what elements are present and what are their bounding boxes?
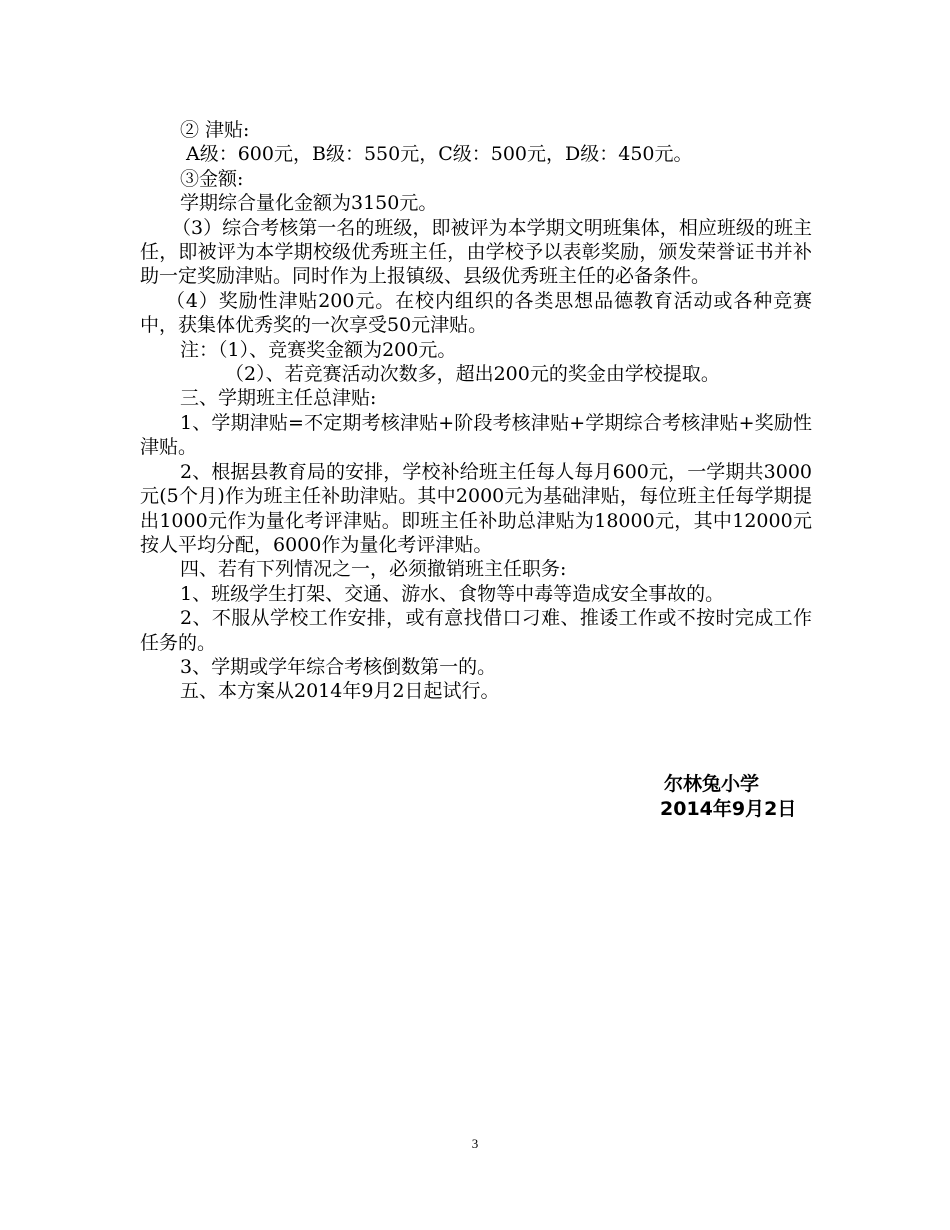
paragraph-section-3-item-1: 1、学期津贴=不定期考核津贴+阶段考核津贴+学期综合考核津贴+奖励性津贴。: [140, 411, 812, 459]
paragraph-item-4: （4）奖励性津贴200元。在校内组织的各类思想品德教育活动或各种竞赛中，获集体优秀奖的一次享受50元津贴。: [140, 289, 812, 337]
page-number: 3: [471, 1136, 479, 1151]
section-heading-4: 四、若有下列情况之一，必须撤销班主任职务:: [180, 558, 567, 581]
section-heading-5: 五、本方案从2014年9月2日起试行。: [180, 680, 500, 703]
paragraph-item-3: （3）综合考核第一名的班级，即被评为本学期文明班集体，相应班级的班主任，即被评为本学期校级优秀班主任，由学校予以表彰奖励，颁发荣誉证书并补助一定奖励津贴。同时作为上报镇级、县级优秀班主任的必备条件。: [140, 216, 812, 288]
paragraph-allowance-levels: A级：600元，B级：550元，C级：500元，D级：450元。: [186, 143, 693, 166]
paragraph-allowance-heading: ② 津贴:: [180, 119, 250, 141]
paragraph-amount-value: 学期综合量化金额为3150元。: [180, 192, 438, 215]
paragraph-note-2: （2）、若竞赛活动次数多，超出200元的奖金由学校提取。: [225, 363, 720, 386]
paragraph-section-4-item-2: 2、不服从学校工作安排，或有意找借口刁难、推诿工作或不按时完成工作任务的。: [140, 607, 812, 654]
signature-date: 2014年9月2日: [660, 798, 797, 820]
paragraph-section-3-item-2: 2、根据县教育局的安排，学校补给班主任每人每月600元，一学期共3000元(5个月)作为班主任补助津贴。其中2000元为基础津贴，每位班主任每学期提出1000元作为量化考评津贴。即班主任补助总津贴为18000元，其中12000元按人平均分配，6000作为量化考评津贴。: [140, 460, 812, 556]
section-heading-3: 三、学期班主任总津贴:: [180, 387, 377, 410]
document-body: [140, 118, 812, 704]
paragraph-section-4-item-1: 1、班级学生打架、交通、游水、食物等中毒等造成安全事故的。: [180, 582, 725, 605]
paragraph-amount-heading: ③金额:: [180, 167, 244, 190]
paragraph-section-4-item-3: 3、学期或学年综合考核倒数第一的。: [180, 655, 497, 678]
signature-organization: 尔林兔小学: [664, 773, 760, 795]
paragraph-note-1: 注：（1）、竞赛奖金额为200元。: [180, 338, 457, 361]
